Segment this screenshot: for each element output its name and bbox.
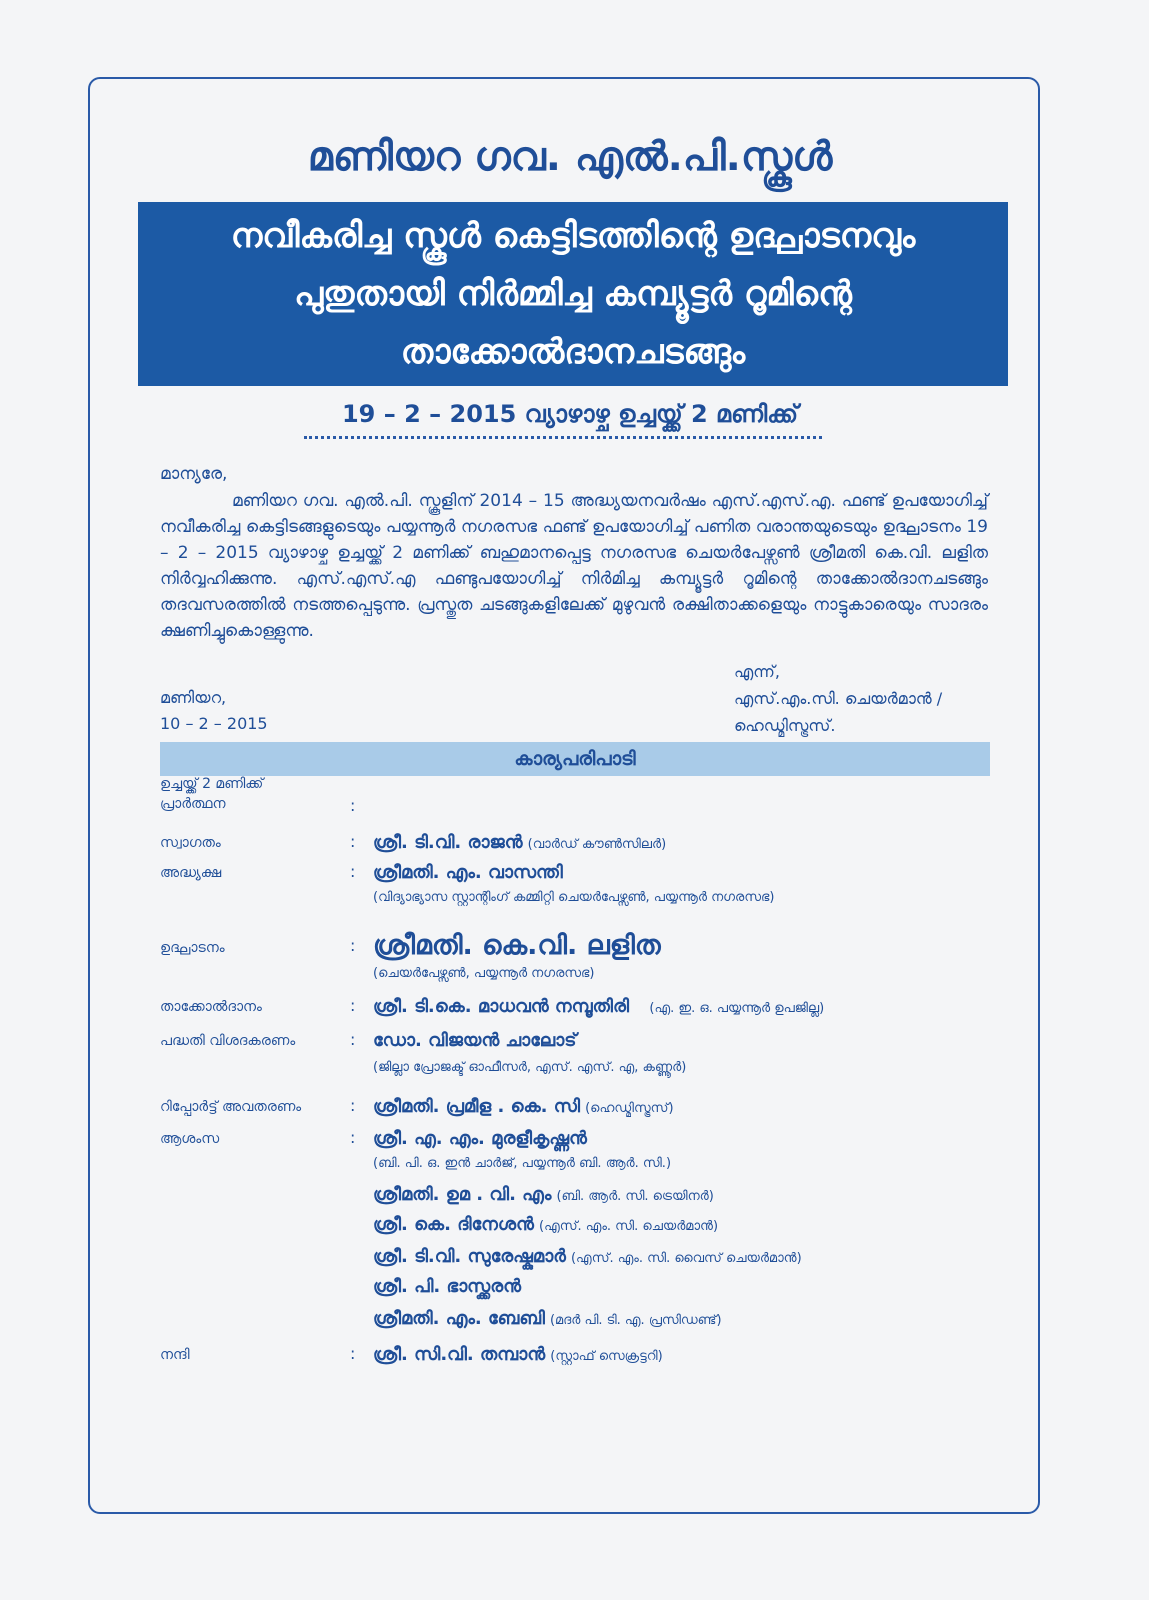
programme-label: നന്ദി [160, 1347, 190, 1363]
event-datetime: 19 – 2 – 2015 വ്യാഴാഴ്ച ഉച്ചയ്ക്ക് 2 മണിക്ക് [341, 400, 799, 428]
person-name: ശ്രീമതി. കെ.വി. ലളിത [373, 930, 661, 961]
signature-line-2: എസ്.എം.സി. ചെയർമാൻ / [734, 689, 943, 708]
person-role: (ചെയർപേഴ്സൺ, പയ്യന്നൂർ നഗരസഭ) [373, 966, 595, 981]
person-role: (മദർ പി. ടി. എ. പ്രസിഡണ്ട്) [549, 1313, 722, 1328]
person-name: ശ്രീമതി. പ്രമീള . കെ. സി [373, 1096, 580, 1117]
event-banner [138, 202, 1008, 386]
invitation-body: മണിയറ ഗവ. എൽ.പി. സ്കൂളിന് 2014 – 15 അദ്ധ്യയനവർഷം എസ്.എസ്.എ. ഫണ്ട് ഉപയോഗിച്ച് നവീകരിച്ച കെട്ടിടങ്ങളുടെയും പയ്യന്നൂർ നഗരസഭ ഫണ്ട് ഉപയോഗിച്ച് പണിത വരാന്തയുടെയും ഉദ്ഘാടനം 19 – 2 – 2015 വ്യാഴാഴ്ച ഉച്ചയ്ക്ക് 2 മണിക്ക് ബഹുമാനപ്പെട്ട നഗരസഭ ചെയർപേഴ്സൺ ശ്രീമതി കെ.വി. ലളിത നിർവ്വഹിക്കുന്നു. എസ്.എസ്.എ ഫണ്ടുപയോഗിച്ച് നിർമിച്ച കമ്പ്യൂട്ടർ റൂമിന്റെ താക്കോൽദാനചടങ്ങും തദവസരത്തിൽ നടത്തപ്പെടുന്നു. പ്രസ്തുത ചടങ്ങുകളിലേക്ക് മുഴുവൻ രക്ഷിതാക്കളെയും നാട്ടുകാരെയും സാദരം ക്ഷണിച്ചുകൊള്ളുന്നു. [160, 491, 988, 641]
letter-date: 10 – 2 – 2015 [160, 714, 268, 733]
signature-line-1: എന്ന്, [734, 662, 780, 681]
programme-label: പ്രാർത്ഥന [160, 796, 226, 812]
person-name: ശ്രീമതി. എം. വാസന്തി [373, 862, 563, 883]
programme-label: പദ്ധതി വിശദകരണം [160, 1033, 296, 1049]
programme-heading: കാര്യപരിപാടി [160, 742, 990, 776]
colon: : [350, 1030, 356, 1049]
colon: : [350, 1096, 356, 1115]
letter-place: മണിയറ, [160, 688, 227, 707]
person-role: (എസ്. എം. സി. ചെയർമാൻ) [539, 1219, 719, 1234]
programme-label: താക്കോൽദാനം [160, 999, 262, 1015]
programme-label: ഉദ്ഘാടനം [160, 940, 225, 956]
programme-time: ഉച്ചയ്ക്ക് 2 മണിക്ക് [160, 776, 264, 792]
person-name: ശ്രീമതി. എം. ബേബി [373, 1308, 545, 1329]
person-name: ശ്രീ. ടി.വി. സുരേഷ്കുമാർ [373, 1246, 566, 1267]
person-name: ശ്രീ. എ. എം. മുരളീകൃഷ്ണൻ [373, 1128, 587, 1149]
person-name: ശ്രീ. സി.വി. തമ്പാൻ [373, 1344, 546, 1365]
colon: : [350, 1128, 356, 1147]
colon: : [350, 1344, 356, 1363]
colon: : [350, 936, 356, 955]
programme-label: സ്വാഗതം [160, 835, 221, 851]
programme-label: അദ്ധ്യക്ഷ [160, 865, 222, 881]
person-name: ഡോ. വിജയൻ ചാലോട് [373, 1030, 577, 1051]
colon: : [350, 832, 356, 851]
person-role: (വാർഡ് കൗൺസിലർ) [527, 837, 667, 852]
signature-line-3: ഹെഡ്മിസ്ട്രസ്. [734, 716, 836, 735]
banner-line-3: താക്കോൽദാനചടങ്ങും [400, 332, 746, 372]
programme-label: റിപ്പോർട്ട് അവതരണം [160, 1099, 302, 1115]
colon: : [350, 796, 356, 815]
person-name: ശ്രീ. ടി.വി. രാജൻ [373, 832, 523, 853]
programme-label: ആശംസ [160, 1131, 220, 1147]
signature-block [734, 658, 942, 739]
banner-line-2: പുതുതായി നിർമ്മിച്ച കമ്പ്യൂട്ടർ റൂമിന്റെ [294, 274, 852, 314]
colon: : [350, 996, 356, 1015]
person-name: ശ്രീ. പി. ഭാസ്ക്കരൻ [373, 1276, 522, 1297]
dotted-divider [304, 436, 822, 439]
person-name: ശ്രീ. കെ. ദിനേശൻ [373, 1214, 534, 1235]
person-role: (ജില്ലാ പ്രോജക്ട് ഓഫീസർ, എസ്. എസ്. എ, കണ്ണൂർ) [373, 1060, 687, 1075]
salutation: മാന്യരേ, [160, 464, 228, 484]
person-role: (ബി. പി. ഒ. ഇൻ ചാർജ്, പയ്യന്നൂർ ബി. ആർ. സി.) [373, 1156, 672, 1171]
person-role: (ബി. ആർ. സി. ട്രെയിനർ) [556, 1189, 714, 1204]
colon: : [350, 862, 356, 881]
person-name: ശ്രീമതി. ഉമ . വി. എം [373, 1184, 552, 1205]
person-name: ശ്രീ. ടി.കെ. മാധവൻ നമ്പൂതിരി [373, 996, 630, 1017]
banner-line-1: നവീകരിച്ച സ്കൂൾ കെട്ടിടത്തിന്റെ ഉദ്ഘാടനവും [230, 216, 916, 256]
school-name: മണിയറ ഗവ. എൽ.പി.സ്കൂൾ [307, 134, 833, 180]
person-role: (എ. ഇ. ഒ. പയ്യന്നൂർ ഉപജില്ല) [649, 1001, 825, 1016]
person-role: (സ്റ്റാഫ് സെക്രട്ടറി) [550, 1349, 663, 1364]
person-role: (ഹെഡ്മിസ്ട്രസ്) [585, 1101, 674, 1116]
person-role: (എസ്. എം. സി. വൈസ് ചെയർമാൻ) [570, 1251, 802, 1266]
person-role: (വിദ്യാഭ്യാസ സ്റ്റാന്റിംഗ് കമ്മിറ്റി ചെയർപേഴ്സൺ, പയ്യന്നൂർ നഗരസഭ) [373, 890, 775, 905]
